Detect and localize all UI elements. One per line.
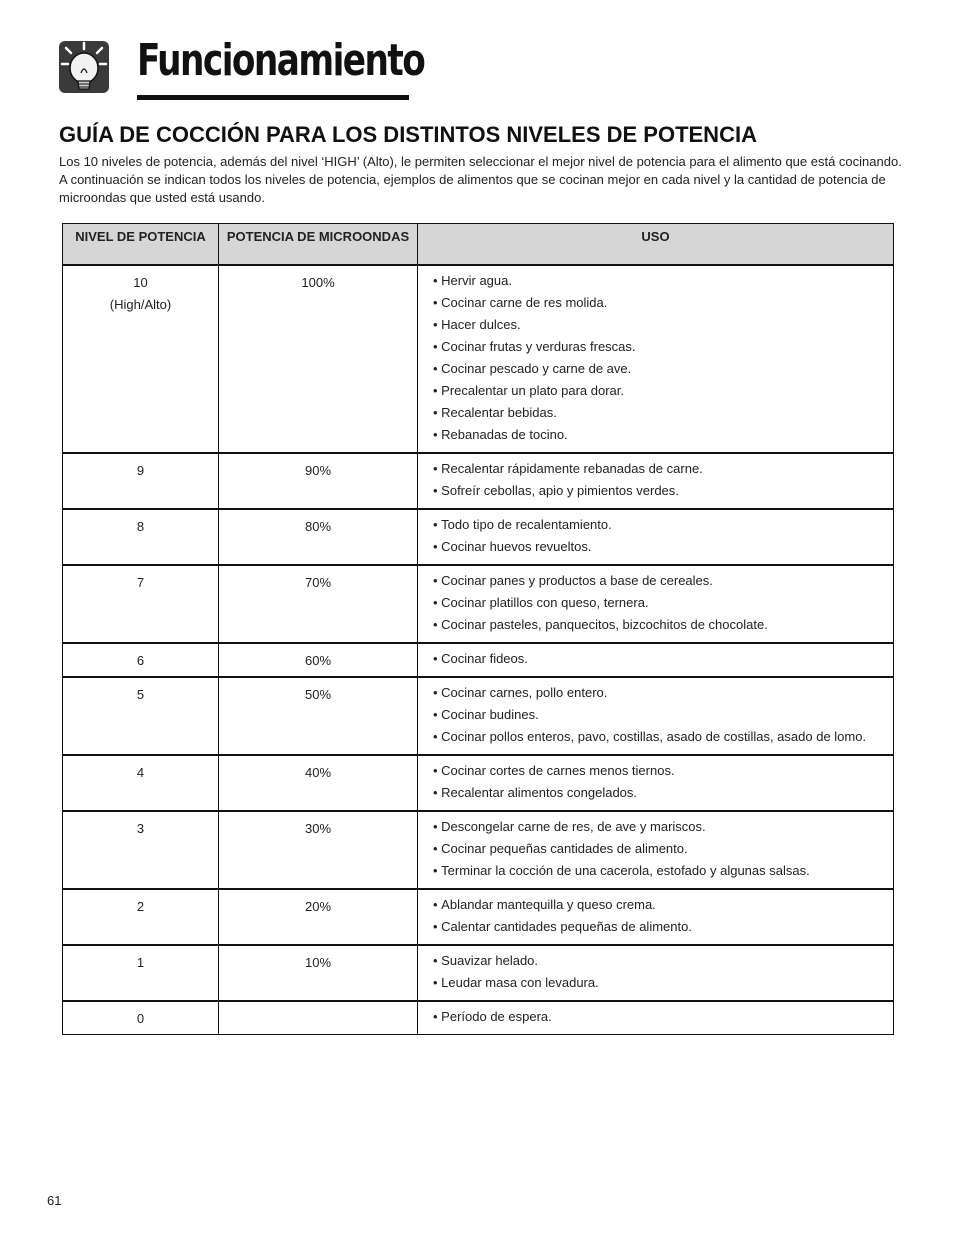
header-uses: USO xyxy=(418,224,894,266)
use-item: • Cocinar pasteles, panquecitos, bizcochitos de chocolate. xyxy=(433,614,887,636)
header-power: POTENCIA DE MICROONDAS xyxy=(219,224,418,266)
use-item: • Período de espera. xyxy=(433,1006,887,1028)
use-item: • Cocinar carne de res molida. xyxy=(433,292,887,314)
uses-cell xyxy=(418,565,894,643)
use-item: • Cocinar panes y productos a base de cereales. xyxy=(433,570,887,592)
table-row xyxy=(63,945,894,1001)
table-row xyxy=(63,509,894,565)
power-level-value: 8 xyxy=(136,519,145,534)
use-item: • Cocinar fideos. xyxy=(433,648,887,670)
uses-list xyxy=(433,648,887,670)
use-item: • Cocinar budines. xyxy=(433,704,887,726)
use-item: • Todo tipo de recalentamiento. xyxy=(433,514,887,536)
use-item: • Ablandar mantequilla y queso crema. xyxy=(433,894,887,916)
uses-cell xyxy=(418,677,894,755)
header-level: NIVEL DE POTENCIA xyxy=(63,224,219,266)
use-item: • Hervir agua. xyxy=(433,270,887,292)
microwave-power-cell: 10% xyxy=(219,945,418,1001)
table-row xyxy=(63,643,894,677)
microwave-power-cell: 40% xyxy=(219,755,418,811)
microwave-power-cell: 20% xyxy=(219,889,418,945)
use-item: • Cocinar pequeñas cantidades de alimento. xyxy=(433,838,887,860)
power-level-cell xyxy=(63,453,219,509)
use-item: • Hacer dulces. xyxy=(433,314,887,336)
power-level-value: 10 xyxy=(133,275,148,290)
microwave-power-cell: 70% xyxy=(219,565,418,643)
use-item: • Cocinar pollos enteros, pavo, costillas, asado de costillas, asado de lomo. xyxy=(433,726,887,748)
power-level-note: (High/Alto) xyxy=(109,297,172,312)
microwave-power-cell xyxy=(219,1001,418,1035)
power-level-cell xyxy=(63,265,219,453)
table-row xyxy=(63,677,894,755)
power-level-value: 7 xyxy=(136,575,145,590)
use-item: • Recalentar bebidas. xyxy=(433,402,887,424)
table-row xyxy=(63,755,894,811)
power-level-cell xyxy=(63,509,219,565)
power-level-cell xyxy=(63,1001,219,1035)
table-row xyxy=(63,811,894,889)
power-level-cell xyxy=(63,677,219,755)
page-number: 61 xyxy=(47,1193,62,1208)
uses-list xyxy=(433,514,887,558)
use-item: • Cocinar carnes, pollo entero. xyxy=(433,682,887,704)
microwave-power-cell: 100% xyxy=(219,265,418,453)
microwave-power-cell: 30% xyxy=(219,811,418,889)
table-row xyxy=(63,565,894,643)
power-level-value: 4 xyxy=(136,765,145,780)
power-level-cell xyxy=(63,889,219,945)
section-heading: GUÍA DE COCCIÓN PARA LOS DISTINTOS NIVELES DE POTENCIA xyxy=(59,122,757,147)
lightbulb-icon xyxy=(58,40,110,94)
use-item: • Cocinar cortes de carnes menos tiernos. xyxy=(433,760,887,782)
use-item: • Precalentar un plato para dorar. xyxy=(433,380,887,402)
table-body xyxy=(63,265,894,1035)
power-level-value: 5 xyxy=(136,687,145,702)
uses-cell xyxy=(418,265,894,453)
use-item: • Recalentar alimentos congelados. xyxy=(433,782,887,804)
uses-list xyxy=(433,1006,887,1028)
microwave-power-cell: 80% xyxy=(219,509,418,565)
power-level-cell xyxy=(63,945,219,1001)
use-item: • Cocinar pescado y carne de ave. xyxy=(433,358,887,380)
use-item: • Sofreír cebollas, apio y pimientos verdes. xyxy=(433,480,887,502)
power-level-cell xyxy=(63,811,219,889)
microwave-power-cell: 60% xyxy=(219,643,418,677)
power-level-value: 6 xyxy=(136,653,145,668)
microwave-power-cell: 50% xyxy=(219,677,418,755)
power-level-table xyxy=(62,223,894,1035)
microwave-power-cell: 90% xyxy=(219,453,418,509)
power-level-value: 3 xyxy=(136,821,145,836)
intro-paragraph: Los 10 niveles de potencia, además del nivel ‘HIGH’ (Alto), le permiten seleccionar el mejor nivel de potencia para el alimento que está cocinando. A continuación se indican todos los niveles de potencia, ejemplos de alimentos que se cocinan mejor en cada nivel y la cantidad de potencia de microondas que usted está usando. xyxy=(59,154,902,205)
use-item: • Cocinar huevos revueltos. xyxy=(433,536,887,558)
uses-list xyxy=(433,816,887,882)
use-item: • Descongelar carne de res, de ave y mariscos. xyxy=(433,816,887,838)
power-level-cell xyxy=(63,565,219,643)
table-row xyxy=(63,265,894,453)
power-level-cell xyxy=(63,755,219,811)
uses-cell xyxy=(418,453,894,509)
power-level-cell xyxy=(63,643,219,677)
table-header-row xyxy=(63,224,894,266)
uses-cell xyxy=(418,643,894,677)
use-item: • Calentar cantidades pequeñas de alimento. xyxy=(433,916,887,938)
uses-cell xyxy=(418,889,894,945)
use-item: • Suavizar helado. xyxy=(433,950,887,972)
use-item: • Recalentar rápidamente rebanadas de carne. xyxy=(433,458,887,480)
uses-cell xyxy=(418,509,894,565)
use-item: • Cocinar platillos con queso, ternera. xyxy=(433,592,887,614)
uses-list xyxy=(433,270,887,446)
use-item: • Leudar masa con levadura. xyxy=(433,972,887,994)
power-level-value: 1 xyxy=(136,955,145,970)
use-item: • Terminar la cocción de una cacerola, estofado y algunas salsas. xyxy=(433,860,887,882)
uses-list xyxy=(433,682,887,748)
table-row xyxy=(63,1001,894,1035)
power-level-value: 0 xyxy=(136,1011,145,1026)
use-item: • Rebanadas de tocino. xyxy=(433,424,887,446)
uses-cell xyxy=(418,755,894,811)
uses-list xyxy=(433,760,887,804)
power-level-value: 2 xyxy=(136,899,145,914)
uses-list xyxy=(433,570,887,636)
title-underline xyxy=(137,95,409,100)
uses-cell xyxy=(418,811,894,889)
table-row xyxy=(63,889,894,945)
uses-list xyxy=(433,458,887,502)
uses-cell xyxy=(418,1001,894,1035)
table-row xyxy=(63,453,894,509)
uses-cell xyxy=(418,945,894,1001)
uses-list xyxy=(433,894,887,938)
page-title: Funcionamiento xyxy=(137,35,425,86)
use-item: • Cocinar frutas y verduras frescas. xyxy=(433,336,887,358)
uses-list xyxy=(433,950,887,994)
power-level-value: 9 xyxy=(136,463,145,478)
